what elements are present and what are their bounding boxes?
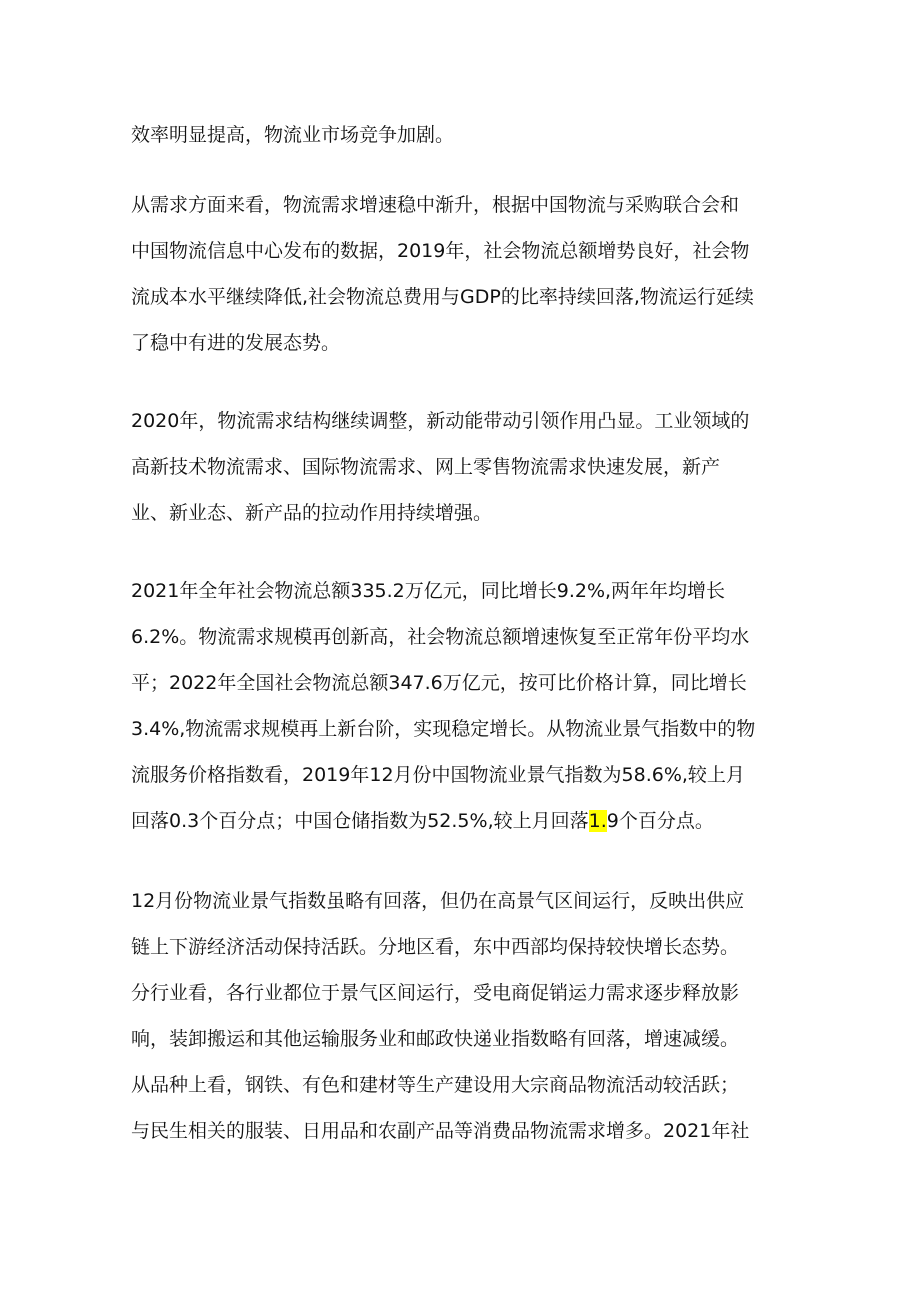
text-line-with-highlight <box>131 798 801 844</box>
text-line: 高新技术物流需求、国际物流需求、网上零售物流需求快速发展，新产 <box>131 456 721 478</box>
text-line: 从需求方面来看，物流需求增速稳中渐升，根据中国物流与采购联合会和 <box>131 194 740 216</box>
paragraph-4 <box>131 568 801 844</box>
text-line: 平；2022年全国社会物流总额347.6万亿元，按可比价格计算，同比增长 <box>131 672 747 694</box>
text-line: 中国物流信息中心发布的数据，2019年，社会物流总额增势良好，社会物 <box>131 240 750 262</box>
text-line: 与民生相关的服装、日用品和农副产品等消费品物流需求增多。2021年社 <box>131 1120 750 1142</box>
text-line: 分行业看，各行业都位于景气区间运行，受电商促销运力需求逐步释放影 <box>131 982 740 1004</box>
text-line: 2020年，物流需求结构继续调整，新动能带动引领作用凸显。工业领域的 <box>131 410 750 432</box>
text-line: 2021年全年社会物流总额335.2万亿元，同比增长9.2%,两年年均增长 <box>131 580 726 602</box>
text-line: 流成本水平继续降低,社会物流总费用与GDP的比率持续回落,物流运行延续 <box>131 286 754 308</box>
paragraph-5 <box>131 878 801 1154</box>
paragraph-3 <box>131 398 801 536</box>
paragraph-2 <box>131 182 801 366</box>
text-line: 6.2%。物流需求规模再创新高，社会物流总额增速恢复至正常年份平均水 <box>131 626 750 648</box>
text-line: 12月份物流业景气指数虽略有回落，但仍在高景气区间运行，反映出供应 <box>131 890 745 912</box>
text-line: 效率明显提高，物流业市场竞争加剧。 <box>131 124 455 146</box>
highlighted-text: 1. <box>588 810 607 832</box>
text-line: 从品种上看，钢铁、有色和建材等生产建设用大宗商品物流活动较活跃； <box>131 1074 740 1096</box>
paragraph-1 <box>131 112 801 158</box>
text-line: 流服务价格指数看，2019年12月份中国物流业景气指数为58.6%,较上月 <box>131 764 745 786</box>
text-line: 业、新业态、新产品的拉动作用持续增强。 <box>131 502 493 524</box>
text-segment: 回落0.3个百分点；中国仓储指数为52.5%,较上月回落 <box>131 810 589 832</box>
text-line: 响，装卸搬运和其他运输服务业和邮政快递业指数略有回落，增速减缓。 <box>131 1028 740 1050</box>
text-segment: 9个百分点。 <box>606 810 714 832</box>
text-line: 3.4%,物流需求规模再上新台阶，实现稳定增长。从物流业景气指数中的物 <box>131 718 756 740</box>
text-line: 了稳中有进的发展态势。 <box>131 332 341 354</box>
text-line: 链上下游经济活动保持活跃。分地区看，东中西部均保持较快增长态势。 <box>131 936 740 958</box>
